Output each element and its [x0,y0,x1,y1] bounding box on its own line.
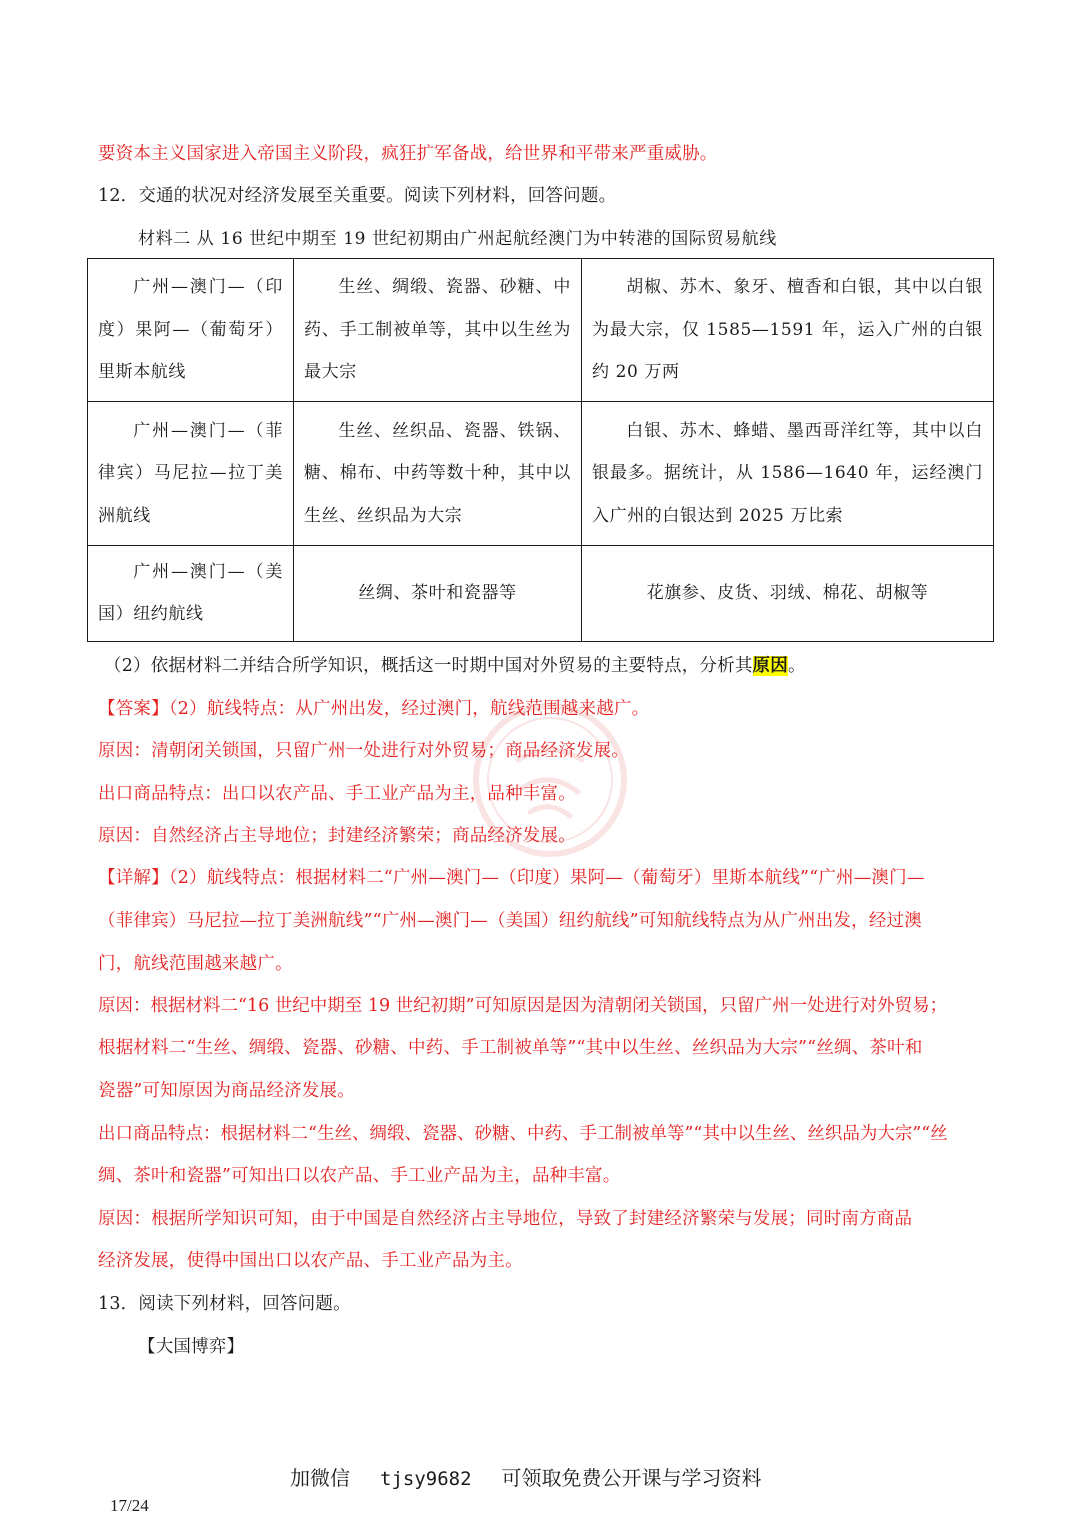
detail-tag: 【详解】 [98,868,169,888]
answer-line-1: 【答案】（2）航线特点：从广州出发，经过澳门，航线范围越来越广。 [98,699,650,719]
highlight-reason: 原因 [752,656,788,676]
footer-promo [290,1462,792,1491]
sub-question-2: （2）依据材料二并结合所学知识，概括这一时期中国对外贸易的主要特点，分析其原因。 [104,656,806,676]
footer-wechat-label: 加微信 [290,1466,350,1490]
table-row [88,402,994,545]
table-cell-imports: 白银、苏木、蜂蜡、墨西哥洋红等，其中以白银最多。据统计，从 1586—1640 年，运经澳门入广州的白银达到 2025 万比索 [582,402,994,545]
table-row [88,259,994,402]
footer-wechat-id: tjsy9682 [380,1468,472,1490]
answer-line-2: 原因：清朝闭关锁国，只留广州一处进行对外贸易；商品经济发展。 [98,741,629,761]
detail-line-2: （菲律宾）马尼拉—拉丁美洲航线”“广州—澳门—（美国）纽约航线”可知航线特点为从广州出发，经过澳 [98,911,922,931]
table-cell-exports: 生丝、绸缎、瓷器、砂糖、中药、手工制被单等，其中以生丝为最大宗 [294,259,582,402]
trade-routes-table [87,258,994,642]
detail-line-10: 经济发展，使得中国出口以农产品、手工业产品为主。 [98,1251,523,1271]
table-cell-route: 广州—澳门—（美国）纽约航线 [88,545,294,641]
detail-line-3: 门，航线范围越来越广。 [98,954,293,974]
answer-tag: 【答案】 [98,699,169,719]
table-row [88,545,994,641]
page-number: 17/24 [110,1496,149,1515]
detail-line-9: 原因：根据所学知识可知，由于中国是自然经济占主导地位，导致了封建经济繁荣与发展；同时南方商品 [98,1209,913,1229]
seal-watermark-icon [470,700,630,860]
table-cell-exports: 生丝、丝织品、瓷器、铁锅、糖、棉布、中药等数十种，其中以生丝、丝织品为大宗 [294,402,582,545]
text-line-intro: 要资本主义国家进入帝国主义阶段，疯狂扩军备战，给世界和平带来严重威胁。 [98,144,718,164]
detail-line-4: 原因：根据材料二“16 世纪中期至 19 世纪初期”可知原因是因为清朝闭关锁国，只留广州一处进行对外贸易； [98,996,948,1016]
footer-promo-text: 可领取免费公开课与学习资料 [501,1466,762,1490]
detail-line-6: 瓷器”可知原因为商品经济发展。 [98,1081,355,1101]
answer-line-4: 原因：自然经济占主导地位；封建经济繁荣；商品经济发展。 [98,826,576,846]
table-cell-imports: 花旗参、皮货、羽绒、棉花、胡椒等 [582,545,994,641]
detail-line-8: 绸、茶叶和瓷器”可知出口以农产品、手工业产品为主，品种丰富。 [98,1166,621,1186]
detail-line-5: 根据材料二“生丝、绸缎、瓷器、砂糖、中药、手工制被单等”“其中以生丝、丝织品为大宗”“丝绸、茶叶和 [98,1038,923,1058]
detail-line-1: 【详解】（2）航线特点：根据材料二“广州—澳门—（印度）果阿—（葡萄牙）里斯本航线”“广州—澳门— [98,868,925,888]
answer-line-3: 出口商品特点：出口以农产品、手工业产品为主，品种丰富。 [98,784,576,804]
table-cell-route: 广州—澳门—（菲律宾）马尼拉—拉丁美洲航线 [88,402,294,545]
detail-line-7: 出口商品特点：根据材料二“生丝、绸缎、瓷器、砂糖、中药、手工制被单等”“其中以生丝、丝织品为大宗”“丝 [98,1124,948,1144]
material-caption: 材料二 从 16 世纪中期至 19 世纪初期由广州起航经澳门为中转港的国际贸易航线 [138,229,777,249]
question-13: 13．阅读下列材料，回答问题。 [98,1294,351,1314]
table-cell-imports: 胡椒、苏木、象牙、檀香和白银，其中以白银为最大宗，仅 1585—1591 年，运入广州的白银约 20 万两 [582,259,994,402]
question-12: 12．交通的状况对经济发展至关重要。阅读下列材料，回答问题。 [98,186,617,206]
table-cell-exports: 丝绸、茶叶和瓷器等 [294,545,582,641]
section-heading: 【大国博弈】 [138,1337,245,1357]
table-cell-route: 广州—澳门—（印度）果阿—（葡萄牙）里斯本航线 [88,259,294,402]
